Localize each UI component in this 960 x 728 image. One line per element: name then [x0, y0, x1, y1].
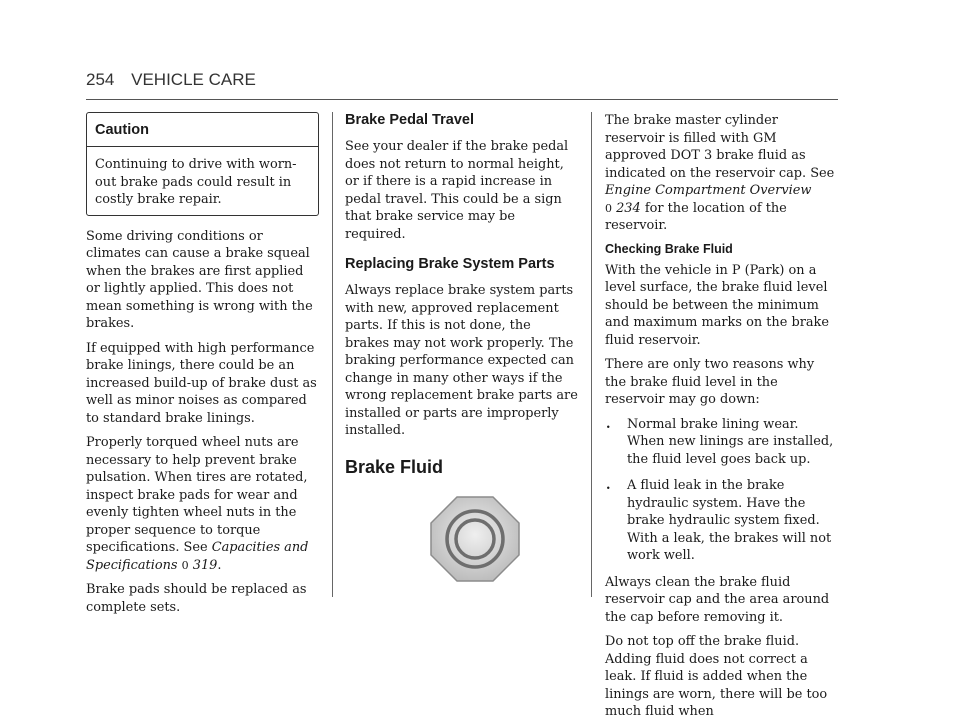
- list-item: [605, 477, 839, 565]
- page-number: 254: [86, 70, 115, 89]
- list-item-text: Normal brake lining wear. When new linings are installed, the fluid level goes back up.: [627, 416, 834, 467]
- engine-compartment-page-ref[interactable]: 234: [616, 200, 641, 216]
- page-header: [86, 70, 256, 90]
- wheel-nuts-paragraph: [86, 434, 319, 574]
- bullet-glyph: .: [606, 416, 611, 432]
- top-off-paragraph: Do not top off the brake fluid. Adding fluid does not correct a leak. If fluid is added when the linings are worn, there will be too much fluid when: [605, 634, 828, 719]
- caution-title: Caution: [87, 113, 318, 147]
- reasons-list: [605, 416, 839, 565]
- bullet-glyph: .: [606, 478, 611, 493]
- brake-squeal-paragraph: Some driving conditions or climates can cause a brake squeal when the brakes are first applied or lightly applied. This does not mean something is wrong with the brakes.: [86, 228, 313, 331]
- list-item: [605, 416, 839, 469]
- engine-compartment-reference-link[interactable]: Engine Compartment Overview: [605, 183, 812, 198]
- replacing-parts-heading: Replacing Brake System Parts: [345, 256, 555, 272]
- two-reasons-paragraph: There are only two reasons why the brake fluid level in the reservoir may go down:: [605, 357, 815, 407]
- fluid-level-paragraph: With the vehicle in P (Park) on a level surface, the brake fluid level should be between the minimum and maximum marks on the brake fluid reservoir.: [605, 262, 829, 348]
- list-item-text: A fluid leak in the brake hydraulic system. Have the brake hydraulic system fixed. With a leak, the brakes will not work well.: [627, 478, 832, 563]
- brake-linings-paragraph: If equipped with high performance brake linings, there could be an increased build-up of brake dust as well as minor noises as compared to standard brake linings.: [86, 340, 317, 426]
- caution-text: Continuing to drive with worn-out brake pads could result in costly brake repair.: [95, 157, 297, 207]
- capacities-page-ref[interactable]: 319: [192, 557, 218, 573]
- caution-box: [86, 112, 319, 216]
- brake-pedal-paragraph: See your dealer if the brake pedal does not return to normal height, or if there is a rapid increase in pedal travel. This could be a sign that brake service may be required.: [345, 139, 569, 242]
- brake-pedal-travel-heading: Brake Pedal Travel: [345, 112, 474, 128]
- page-ref-glyph: 0: [181, 558, 189, 572]
- section-title: VEHICLE CARE: [131, 70, 256, 89]
- column-1: [86, 112, 319, 623]
- column-divider-2: [591, 112, 592, 597]
- wheel-nuts-end: .: [217, 557, 222, 573]
- header-divider: [86, 99, 838, 100]
- column-3: [605, 112, 839, 728]
- reservoir-text: The brake master cylinder reservoir is filled with GM approved DOT 3 brake fluid as indicated on the reservoir cap. See: [605, 113, 835, 181]
- replacing-parts-paragraph: Always replace brake system parts with new, approved replacement parts. If this is not done, the brakes may not work properly. The braking performance expected can change in many other ways if the wrong replacement brake parts are installed or parts are improperly installed.: [345, 283, 578, 438]
- wheel-nuts-text: Properly torqued wheel nuts are necessary to help prevent brake pulsation. When tires are rotated, inspect brake pads for wear and evenly tighten wheel nuts in the proper sequence to torque specifications. See: [86, 435, 308, 555]
- checking-brake-fluid-heading: Checking Brake Fluid: [605, 241, 733, 256]
- brake-fluid-icon-container: [370, 496, 579, 582]
- page-ref-glyph: 0: [605, 201, 612, 215]
- brake-fluid-cap-icon: [430, 496, 520, 582]
- capacities-reference-link[interactable]: Capacities and Specifications: [86, 540, 309, 573]
- brake-pads-paragraph: Brake pads should be replaced as complete sets.: [86, 582, 307, 615]
- clean-cap-paragraph: Always clean the brake fluid reservoir cap and the area around the cap before removing it.: [605, 574, 830, 625]
- column-2: [345, 112, 579, 582]
- brake-fluid-heading: Brake Fluid: [345, 456, 444, 477]
- reservoir-end: for the location of the reservoir.: [605, 200, 787, 233]
- column-divider-1: [332, 112, 333, 597]
- reservoir-paragraph: [605, 112, 839, 235]
